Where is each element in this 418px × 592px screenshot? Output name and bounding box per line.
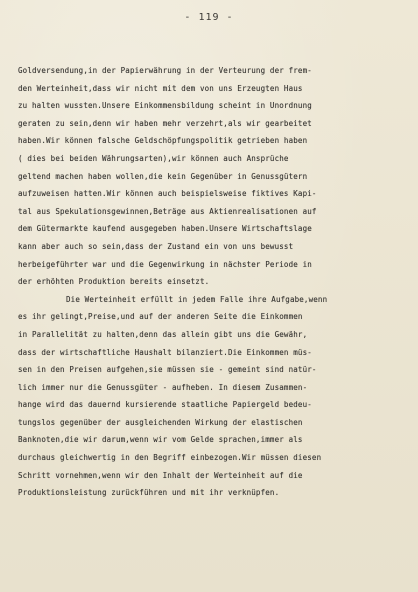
text-line: kann aber auch so sein,dass der Zustand ein von uns bewusst — [18, 241, 294, 251]
text-line: Schritt vornehmen,wenn wir den Inhalt der Werteinheit auf die — [18, 470, 303, 480]
text-line: der erhöhten Produktion bereits einsetzt. — [18, 277, 210, 287]
page-number: - 119 - — [184, 12, 234, 23]
text-line: sen in den Preisen aufgehen,sie müssen sie - gemeint sind natür- — [18, 365, 317, 375]
text-line: Banknoten,die wir darum,wenn wir vom Gelde sprachen,immer als — [18, 435, 303, 445]
text-line: in Parallelität zu halten,denn das allein gibt uns die Gewähr, — [18, 329, 308, 339]
body-text — [18, 62, 408, 502]
text-line: geltend machen haben wollen,die kein Gegenüber in Genussgütern — [18, 171, 308, 181]
text-line: den Werteinheit,dass wir nicht mit dem von uns Erzeugten Haus — [18, 83, 303, 93]
text-line: durchaus gleichwertig in den Begriff einbezogen.Wir müssen diesen — [18, 453, 322, 463]
text-line: aufzuweisen hatten.Wir können auch beispielsweise fiktives Kapi- — [18, 189, 317, 199]
text-line: es ihr gelingt,Preise,und auf der anderen Seite die Einkommen — [18, 312, 303, 322]
text-line: geraten zu sein,denn wir haben mehr verzehrt,als wir gearbeitet — [18, 118, 312, 128]
text-line: dem Gütermarkte kaufend ausgegeben haben.Unsere Wirtschaftslage — [18, 224, 312, 234]
text-line: Goldversendung,in der Papierwährung in der Verteurung der frem- — [18, 66, 312, 75]
paragraph-start-line: Die Werteinheit erfüllt in jedem Falle ihre Aufgabe,wenn — [66, 294, 328, 304]
text-line: tal aus Spekulationsgewinnen,Beträge aus Aktienrealisationen auf — [18, 206, 317, 216]
text-line: herbeigeführter war und die Gegenwirkung in nächster Periode in — [18, 259, 312, 269]
text-line: dass der wirtschaftliche Haushalt bilanziert.Die Einkommen müs- — [18, 347, 312, 357]
text-line: tungslos gegenüber der ausgleichenden Wirkung der elastischen — [18, 417, 303, 427]
text-line: lich immer nur die Genussgüter - aufheben. In diesem Zusammen- — [18, 382, 308, 392]
text-line: haben.Wir können falsche Geldschöpfungspolitik getrieben haben — [18, 136, 308, 146]
text-line: zu halten wussten.Unsere Einkommensbildung scheint in Unordnung — [18, 101, 312, 111]
text-line: Produktionsleistung zurückführen und mit ihr verknüpfen. — [18, 488, 280, 498]
text-line: ( dies bei beiden Währungsarten),wir können auch Ansprüche — [18, 153, 289, 163]
text-line: hange wird das dauernd kursierende staatliche Papiergeld bedeu- — [18, 400, 312, 410]
